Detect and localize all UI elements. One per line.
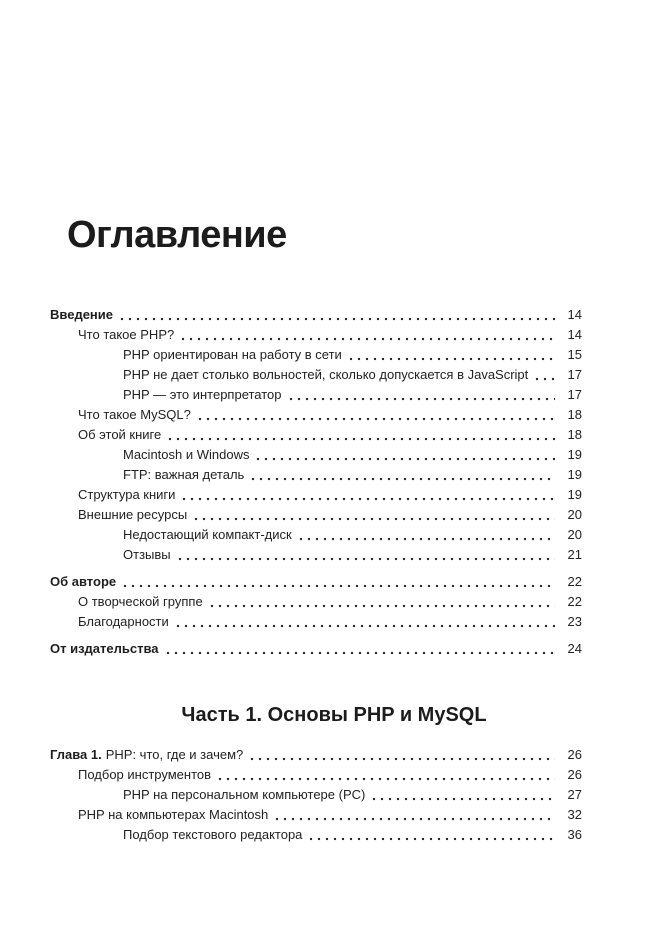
toc-entry-page: 19 [567, 447, 582, 462]
toc-entry-label: О творческой группе [78, 594, 203, 609]
toc-entry [50, 505, 582, 525]
dot-leader [307, 837, 555, 841]
toc-entry-label: Подбор инструментов [78, 767, 212, 782]
toc-entry-page: 21 [567, 547, 582, 562]
toc-entry-label: FTP: важная деталь [123, 467, 245, 482]
toc-entry-label: Подбор текстового редактора [123, 827, 303, 842]
dot-leader [347, 357, 555, 361]
toc-entry [50, 785, 582, 805]
toc-entry-page: 19 [567, 487, 582, 502]
toc-entry-label: Введение [50, 307, 113, 322]
dot-leader [533, 377, 555, 381]
toc-entry [50, 425, 582, 445]
dot-leader [164, 651, 555, 655]
dot-leader [297, 537, 555, 541]
dot-leader [196, 417, 555, 421]
toc-entry-label: Macintosh и Windows [123, 447, 250, 462]
dot-leader [287, 397, 555, 401]
toc-front-section [50, 305, 582, 659]
dot-leader [174, 624, 555, 628]
part-heading: Часть 1. Основы PHP и MySQL [181, 704, 487, 726]
toc-entry-page: 24 [567, 641, 582, 656]
toc-entry-page: 18 [567, 427, 582, 442]
toc-entry-page: 26 [567, 747, 582, 762]
toc-entry [50, 745, 582, 765]
toc-entry-label: PHP ориентирован на работу в сети [123, 347, 342, 362]
toc-entry [50, 325, 582, 345]
toc-entry-label: Отзывы [123, 547, 171, 562]
toc-entry-label: Структура книги [78, 487, 176, 502]
toc-entry-label: От издательства [50, 641, 159, 656]
toc-entry-label: PHP: что, где и зачем? [105, 747, 244, 762]
toc-entry-label: Что такое MySQL? [78, 407, 191, 422]
toc-entry [50, 365, 582, 385]
dot-leader [248, 757, 555, 761]
toc-entry [50, 592, 582, 612]
toc-entry-page: 22 [567, 574, 582, 589]
toc-entry-page: 14 [567, 327, 582, 342]
dot-leader [208, 604, 555, 608]
toc-entry-label: Внешние ресурсы [78, 507, 188, 522]
toc-entry-label: Недостающий компакт-диск [123, 527, 292, 542]
toc-entry [50, 572, 582, 592]
toc-entry-page: 26 [567, 767, 582, 782]
dot-leader [254, 457, 555, 461]
toc-entry-label: PHP — это интерпретатор [123, 387, 282, 402]
toc-entry-page: 27 [567, 787, 582, 802]
toc-entry [50, 345, 582, 365]
toc-entry-page: 20 [567, 507, 582, 522]
toc-entry [50, 305, 582, 325]
toc-entry-page: 15 [567, 347, 582, 362]
toc-entry [50, 405, 582, 425]
dot-leader [273, 817, 555, 821]
dot-leader [179, 337, 555, 341]
toc-entry-label: Об этой книге [78, 427, 162, 442]
toc-entry [50, 612, 582, 632]
toc-entry-label: PHP не дает столько вольностей, сколько допускается в JavaScript [123, 367, 529, 382]
page-title: Оглавление [67, 214, 287, 256]
dot-leader [216, 777, 555, 781]
toc-entry-prefix: Глава 1. [50, 747, 102, 762]
toc-entry-page: 36 [567, 827, 582, 842]
toc-entry-label: Об авторе [50, 574, 117, 589]
toc-entry [50, 639, 582, 659]
toc-entry-label: PHP на компьютерах Macintosh [78, 807, 269, 822]
toc-entry-page: 18 [567, 407, 582, 422]
toc-entry-page: 22 [567, 594, 582, 609]
dot-leader [370, 797, 555, 801]
toc-entry-page: 20 [567, 527, 582, 542]
toc-entry [50, 485, 582, 505]
toc-entry-page: 23 [567, 614, 582, 629]
toc-entry-page: 32 [567, 807, 582, 822]
toc-chapter-section [50, 745, 582, 845]
dot-leader [166, 437, 555, 441]
toc-entry [50, 825, 582, 845]
toc-entry [50, 465, 582, 485]
toc-entry-label: Благодарности [78, 614, 169, 629]
dot-leader [121, 584, 555, 588]
toc-entry [50, 445, 582, 465]
toc-entry-page: 17 [567, 387, 582, 402]
toc-entry [50, 525, 582, 545]
dot-leader [249, 477, 555, 481]
toc-entry-page: 19 [567, 467, 582, 482]
toc-entry-page: 17 [567, 367, 582, 382]
dot-leader [118, 317, 555, 321]
table-of-contents [50, 305, 582, 845]
toc-entry [50, 805, 582, 825]
dot-leader [192, 517, 555, 521]
toc-entry [50, 385, 582, 405]
dot-leader [176, 557, 555, 561]
dot-leader [180, 497, 555, 501]
toc-entry-label: Что такое PHP? [78, 327, 175, 342]
toc-entry-label: PHP на персональном компьютере (PC) [123, 787, 366, 802]
toc-entry [50, 765, 582, 785]
toc-entry [50, 545, 582, 565]
toc-entry-page: 14 [567, 307, 582, 322]
